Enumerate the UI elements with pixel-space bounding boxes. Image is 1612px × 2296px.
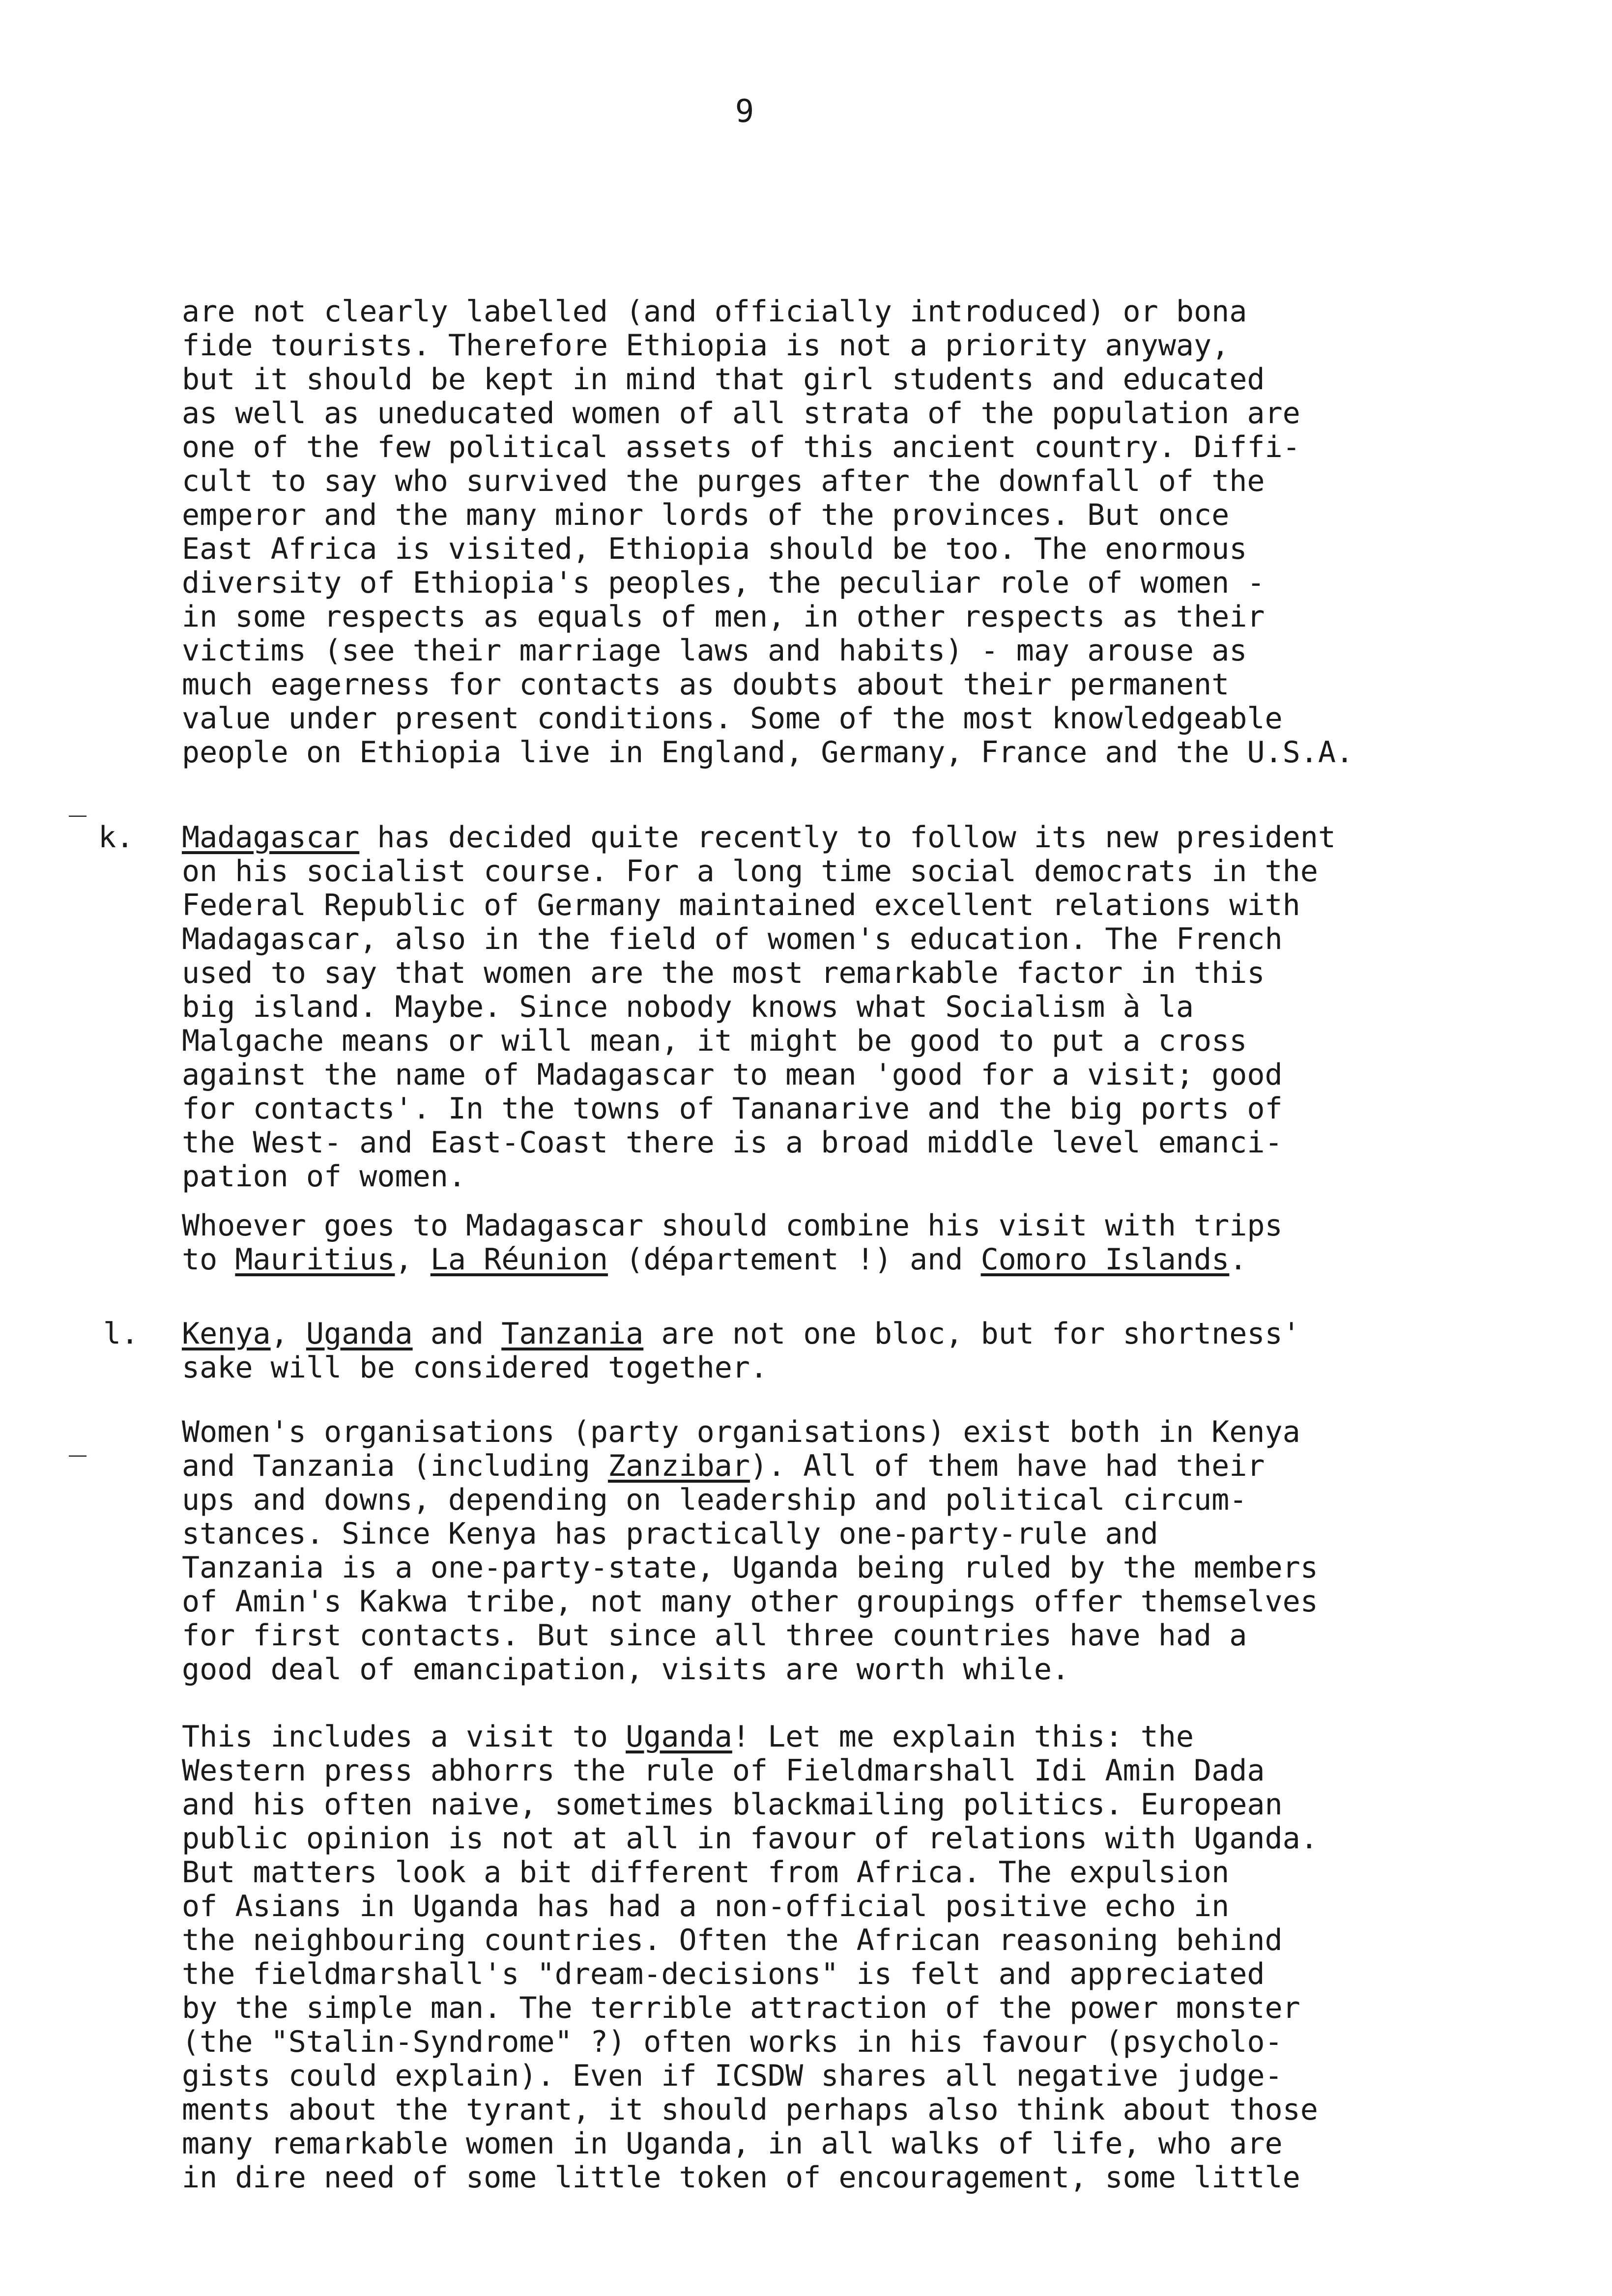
text-line: in some respects as equals of men, in other respects as their [182,600,1265,634]
text-fragment: and [412,1317,502,1351]
paragraph-uganda [182,1720,1548,2195]
text-line: Tanzania is a one-party-state, Uganda being ruled by the members [182,1550,1318,1585]
margin-mark: _ [69,1423,87,1457]
text-line: the fieldmarshall's "dream-decisions" is felt and appreciated [182,1957,1265,1991]
place-zanzibar: Zanzibar [607,1449,750,1483]
text-line [182,1720,1548,1754]
text-line [182,1449,1548,1483]
text-line: as well as uneducated women of all strata of the population are [182,396,1300,430]
text-line: Federal Republic of Germany maintained excellent relations with [182,888,1300,922]
text-line: public opinion is not at all in favour of relations with Uganda. [182,1821,1318,1856]
margin-mark: ‾ [69,811,87,845]
item-marker-l: l. [103,1317,139,1351]
text-fragment: , [270,1317,306,1351]
text-line: in dire need of some little token of encouragement, some little [182,2160,1300,2195]
paragraph-womens-organisations [182,1415,1548,1687]
text-line: Madagascar, also in the field of women's education. The French [182,922,1283,956]
country-uganda: Uganda [306,1317,413,1351]
text-line: of Amin's Kakwa tribe, not many other groupings offer themselves [182,1584,1318,1619]
text-line: cult to say who survived the purges after the downfall of the [182,464,1265,498]
text-line: victims (see their marriage laws and habits) - may arouse as [182,633,1247,668]
text-line: much eagerness for contacts as doubts about their permanent [182,667,1230,702]
text-line: ups and downs, depending on leadership and political circum- [182,1483,1247,1517]
text-line: East Africa is visited, Ethiopia should be too. The enormous [182,532,1247,566]
item-marker-k: k. [98,820,134,855]
text-line: fide tourists. Therefore Ethiopia is not a priority anyway, [182,328,1230,363]
text-line: for first contacts. But since all three countries have had a [182,1618,1247,1653]
text-line: (the "Stalin-Syndrome" ?) often works in his favour (psycholo- [182,2025,1283,2059]
place-mauritius: Mauritius [235,1242,395,1277]
paragraph-madagascar [182,821,1548,1194]
text-line [182,821,1548,855]
text-line: are not clearly labelled (and officially introduced) or bona [182,294,1247,329]
paragraph-madagascar-trips [182,1209,1548,1277]
text-fragment: (département !) and [607,1242,981,1277]
text-line: but it should be kept in mind that girl students and educated [182,362,1265,397]
text-line: pation of women. [182,1159,466,1194]
text-line: ments about the tyrant, it should perhaps also think about those [182,2093,1318,2127]
text-line: used to say that women are the most remarkable factor in this [182,956,1265,990]
text-line: Malgache means or will mean, it might be good to put a cross [182,1024,1247,1058]
text-fragment: ! Let me explain this: the [732,1720,1194,1754]
text-line: the neighbouring countries. Often the African reasoning behind [182,1923,1283,1957]
place-la-reunion: La Réunion [430,1242,608,1277]
country-tanzania: Tanzania [501,1317,644,1351]
text-line: Whoever goes to Madagascar should combine his visit with trips [182,1208,1283,1243]
text-fragment: to [182,1242,235,1277]
text-line: the West- and East-Coast there is a broad middle level emanci- [182,1125,1283,1160]
text-line: many remarkable women in Uganda, in all walks of life, who are [182,2126,1283,2161]
text-fragment: . [1229,1242,1247,1277]
text-line: and his often naive, sometimes blackmailing politics. European [182,1787,1283,1822]
place-comoro-islands: Comoro Islands [980,1242,1230,1277]
text-line: But matters look a bit different from Africa. The expulsion [182,1855,1230,1890]
text-line: Women's organisations (party organisations) exist both in Kenya [182,1415,1300,1449]
text-line: gists could explain). Even if ICSDW shares all negative judge- [182,2059,1283,2093]
text-line: people on Ethiopia live in England, Germany, France and the U.S.A. [182,735,1354,770]
text-line: against the name of Madagascar to mean 'good for a visit; good [182,1058,1283,1092]
country-madagascar: Madagascar [182,820,360,855]
text-line: stances. Since Kenya has practically one-party-rule and [182,1517,1158,1551]
page-number: 9 [735,93,754,130]
text-line: big island. Maybe. Since nobody knows what Socialism à la [182,990,1194,1024]
text-line: emperor and the many minor lords of the provinces. But once [182,498,1230,532]
text-fragment: , [395,1242,431,1277]
paragraph-ethiopia [182,295,1548,770]
text-line [182,1243,1548,1277]
text-line: for contacts'. In the towns of Tananarive and the big ports of [182,1091,1283,1126]
text-line: on his socialist course. For a long time social democrats in the [182,854,1318,889]
country-kenya: Kenya [182,1317,271,1351]
text-line: value under present conditions. Some of the most knowledgeable [182,701,1283,736]
text-line: Western press abhorrs the rule of Fieldmarshall Idi Amin Dada [182,1753,1265,1788]
paragraph-east-africa [182,1317,1548,1385]
text-line: of Asians in Uganda has had a non-official positive echo in [182,1889,1230,1923]
text-line: one of the few political assets of this ancient country. Diffi- [182,430,1300,464]
text-fragment: and Tanzania (including [182,1449,608,1483]
text-fragment: This includes a visit to [182,1720,626,1754]
text-line: good deal of emancipation, visits are worth while. [182,1652,1070,1687]
text-fragment: are not one bloc, but for shortness' [643,1317,1300,1351]
text-line [182,1317,1548,1351]
text-line: by the simple man. The terrible attraction of the power monster [182,1991,1300,2025]
text-fragment: ). All of them have had their [749,1449,1265,1483]
text-fragment: has decided quite recently to follow its new president [359,820,1336,855]
text-line: diversity of Ethiopia's peoples, the peculiar role of women - [182,566,1265,600]
text-line: sake will be considered together. [182,1350,768,1385]
country-uganda-link: Uganda [626,1720,732,1754]
